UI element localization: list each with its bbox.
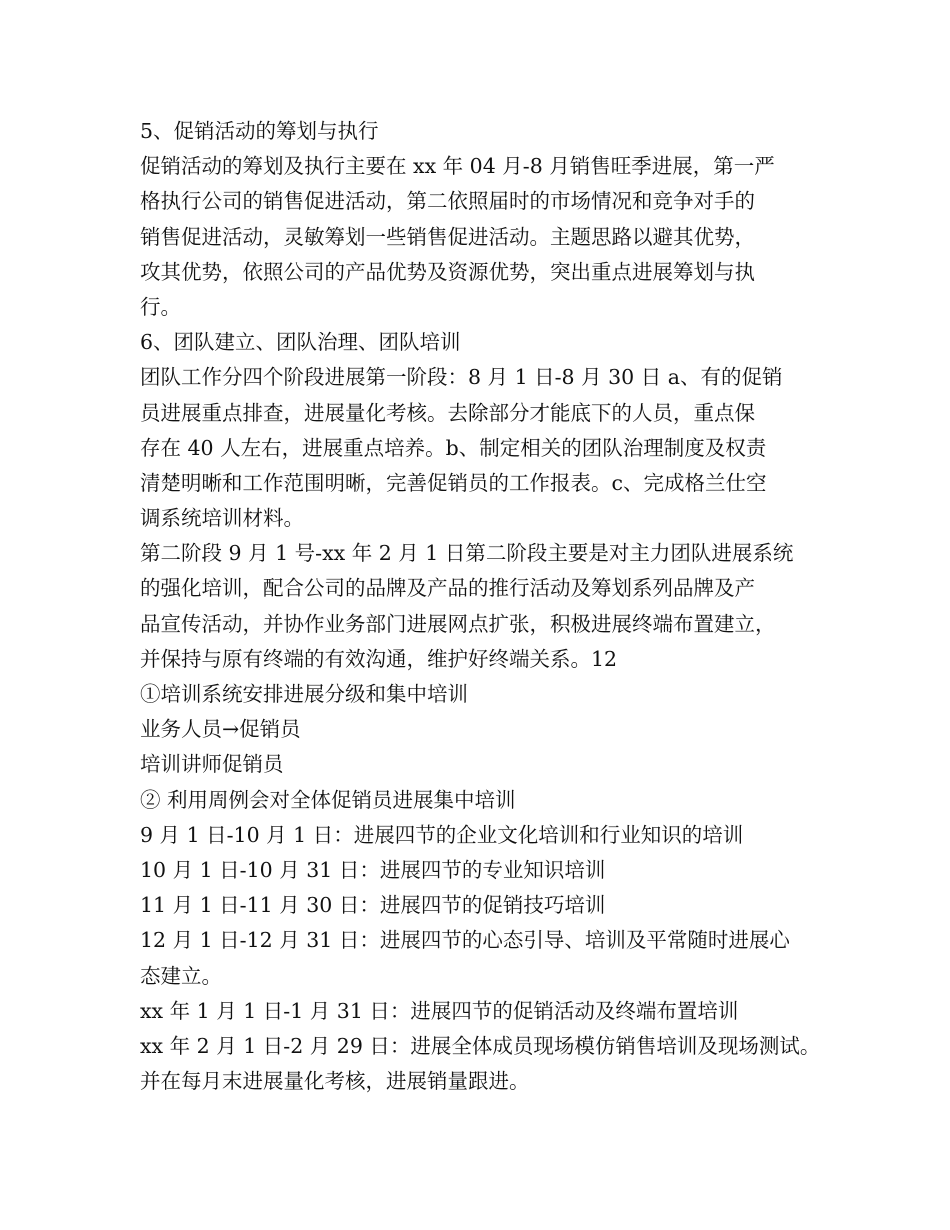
- paragraph-line: 的强化培训，配合公司的品牌及产品的推行活动及筹划系列品牌及产: [140, 576, 755, 601]
- paragraph-line: 第二阶段 9 月 1 号-xx 年 2 月 1 日第二阶段主要是对主力团队进展系统: [140, 541, 794, 566]
- paragraph-line: 促销活动的筹划及执行主要在 xx 年 04 月-8 月销售旺季进展，第一严: [140, 154, 775, 179]
- paragraph-line: 并保持与原有终端的有效沟通，维护好终端关系。12: [140, 646, 618, 671]
- paragraph-line: 存在 40 人左右，进展重点培养。b、制定相关的团队治理制度及权责: [140, 435, 767, 460]
- paragraph-line: 清楚明晰和工作范围明晰，完善促销员的工作报表。c、完成格兰仕空: [140, 470, 767, 495]
- schedule-line: 态建立。: [140, 963, 222, 988]
- list-item: 业务人员→促销员: [140, 717, 301, 742]
- paragraph-line: 员进展重点排查，进展量化考核。去除部分才能底下的人员，重点保: [140, 400, 755, 425]
- list-item: 培训讲师促销员: [140, 752, 284, 777]
- paragraph-line: 格执行公司的销售促进活动，第二依照届时的市场情况和竞争对手的: [140, 189, 755, 214]
- paragraph-line: 攻其优势，依照公司的产品优势及资源优势，突出重点进展筹划与执: [140, 259, 755, 284]
- schedule-line: xx 年 2 月 1 日-2 月 29 日：进展全体成员现场模仿销售培训及现场测试。: [140, 1033, 821, 1058]
- schedule-line: 9 月 1 日-10 月 1 日：进展四节的企业文化培训和行业知识的培训: [140, 822, 744, 847]
- paragraph-line: 销售促进活动，灵敏筹划一些销售促进活动。主题思路以避其优势，: [140, 224, 755, 249]
- paragraph-line: 品宣传活动，并协作业务部门进展网点扩张，积极进展终端布置建立，: [140, 611, 776, 636]
- paragraph-line: 并在每月末进展量化考核，进展销量跟进。: [140, 1069, 530, 1094]
- schedule-line: 11 月 1 日-11 月 30 日：进展四节的促销技巧培训: [140, 893, 606, 918]
- schedule-line: 12 月 1 日-12 月 31 日：进展四节的心态引导、培训及平常随时进展心: [140, 928, 790, 953]
- section-heading-team: 6、团队建立、团队治理、团队培训: [140, 330, 461, 355]
- section-heading-promotion: 5、促销活动的筹划与执行: [140, 119, 379, 143]
- list-item: ② 利用周例会对全体促销员进展集中培训: [140, 787, 516, 812]
- paragraph-line: 行。: [140, 294, 181, 319]
- schedule-line: xx 年 1 月 1 日-1 月 31 日：进展四节的促销活动及终端布置培训: [140, 998, 739, 1023]
- schedule-line: 10 月 1 日-10 月 31 日：进展四节的专业知识培训: [140, 857, 606, 882]
- list-item: ①培训系统安排进展分级和集中培训: [140, 682, 468, 706]
- paragraph-line: 团队工作分四个阶段进展第一阶段：8 月 1 日-8 月 30 日 a、有的促销: [140, 365, 783, 390]
- document-body: [140, 114, 840, 1099]
- paragraph-line: 调系统培训材料。: [140, 506, 304, 531]
